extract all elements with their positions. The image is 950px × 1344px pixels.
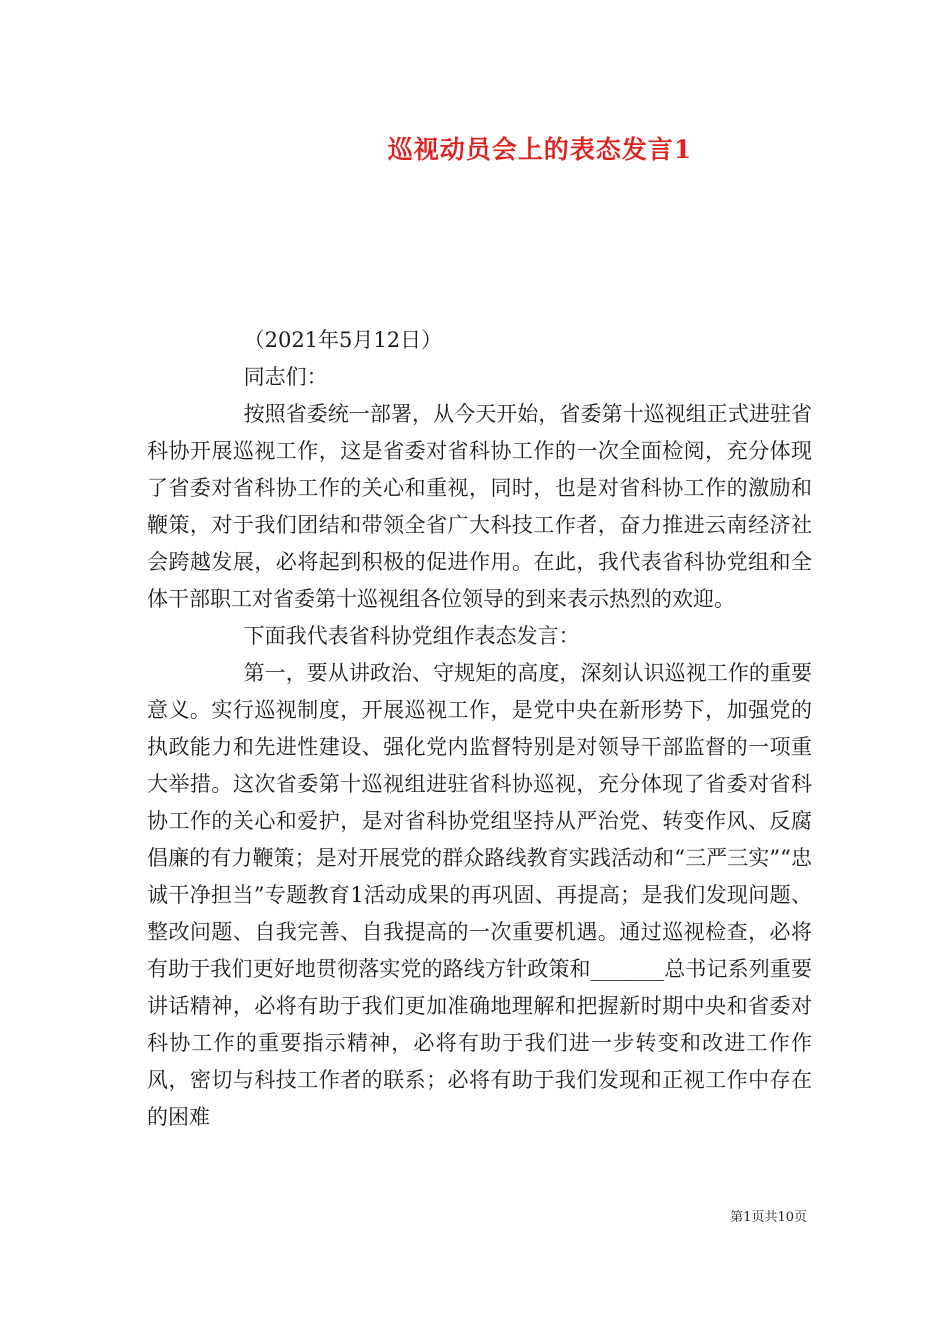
paragraph-2: 下面我代表省科协党组作表态发言： xyxy=(243,624,580,648)
speech-date: （2021年5月12日） xyxy=(243,328,443,352)
speech-greeting: 同志们： xyxy=(243,365,328,389)
document-title: 巡视动员会上的表态发言1 xyxy=(387,135,693,164)
page-number: 第1页共10页 xyxy=(730,1210,807,1225)
document-body xyxy=(147,322,812,1136)
paragraph-3: 第一，要从讲政治、守规矩的高度，深刻认识巡视工作的重要意义。实行巡视制度，开展巡视工作，是党中央在新形势下，加强党的执政能力和先进性建设、强化党内监督特别是对领导干部监督的一项重大举措。这次省委第十巡视组进驻省科协巡视，充分体现了省委对省科协工作的关心和爱护，是对省科协党组坚持从严治党、转变作风、反腐倡廉的有力鞭策；是对开展党的群众路线教育实践活动和“三严三实”“忠诚干净担当”专题教育1活动成果的再巩固、再提高；是我们发现问题、整改问题、自我完善、自我提高的一次重要机遇。通过巡视检查，必将有助于我们更好地贯彻落实党的路线方针政策和_______总书记系列重要讲话精神，必将有助于我们更加准确地理解和把握新时期中央和省委对科协工作的重要指示精神，必将有助于我们进一步转变和改进工作作风，密切与科技工作者的联系；必将有助于我们发现和正视工作中存在的困难 xyxy=(147,661,812,1129)
paragraph-1: 按照省委统一部署，从今天开始，省委第十巡视组正式进驻省科协开展巡视工作，这是省委对省科协工作的一次全面检阅，充分体现了省委对省科协工作的关心和重视，同时，也是对省科协工作的激励和鞭策，对于我们团结和带领全省广大科技工作者，奋力推进云南经济社会跨越发展，必将起到积极的促进作用。在此，我代表省科协党组和全体干部职工对省委第十巡视组各位领导的到来表示热烈的欢迎。 xyxy=(147,402,812,611)
